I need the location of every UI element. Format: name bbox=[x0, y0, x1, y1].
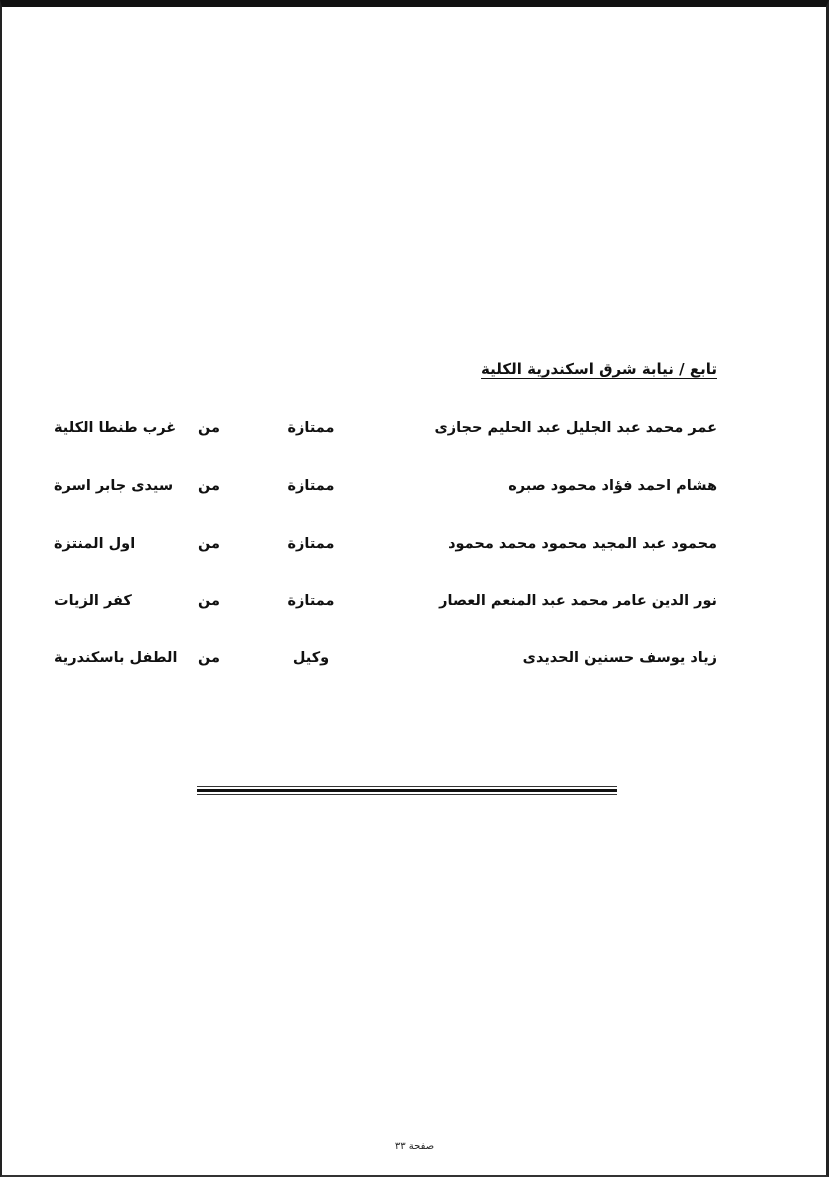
grade-label: وكيل bbox=[292, 650, 330, 666]
divider-line-top bbox=[197, 786, 617, 787]
from-label: من bbox=[197, 650, 221, 666]
person-name: زياد يوسف حسنين الحديدى bbox=[522, 650, 717, 666]
origin-place: غرب طنطا الكلية bbox=[54, 420, 177, 436]
grade-label: ممتازة bbox=[287, 478, 335, 494]
origin-place: سيدى جابر اسرة bbox=[54, 478, 174, 494]
grade-label: ممتازة bbox=[287, 536, 335, 552]
list-row bbox=[0, 593, 829, 617]
grade-label: ممتازة bbox=[287, 593, 335, 609]
list-row bbox=[0, 478, 829, 502]
list-row bbox=[0, 420, 829, 444]
divider-line-bottom bbox=[197, 794, 617, 795]
divider-line-middle bbox=[197, 789, 617, 792]
from-label: من bbox=[197, 536, 221, 552]
origin-place: الطفل باسكندرية bbox=[54, 650, 178, 666]
from-label: من bbox=[197, 420, 221, 436]
person-name: عمر محمد عبد الجليل عبد الحليم حجازى bbox=[434, 420, 717, 436]
from-label: من bbox=[197, 478, 221, 494]
section-heading: تابع / نيابة شرق اسكندرية الكلية bbox=[481, 360, 717, 378]
person-name: نور الدين عامر محمد عبد المنعم العصار bbox=[439, 593, 717, 609]
list-row bbox=[0, 650, 829, 674]
from-label: من bbox=[197, 593, 221, 609]
section-divider bbox=[197, 786, 617, 795]
page-number: صفحة ٣٣ bbox=[394, 1141, 435, 1152]
person-name: هشام احمد فؤاد محمود صبره bbox=[508, 478, 717, 494]
list-row bbox=[0, 536, 829, 560]
person-name: محمود عبد المجيد محمود محمد محمود bbox=[448, 536, 717, 552]
grade-label: ممتازة bbox=[287, 420, 335, 436]
origin-place: كفر الزيات bbox=[54, 593, 132, 609]
origin-place: اول المنتزة bbox=[54, 536, 136, 552]
